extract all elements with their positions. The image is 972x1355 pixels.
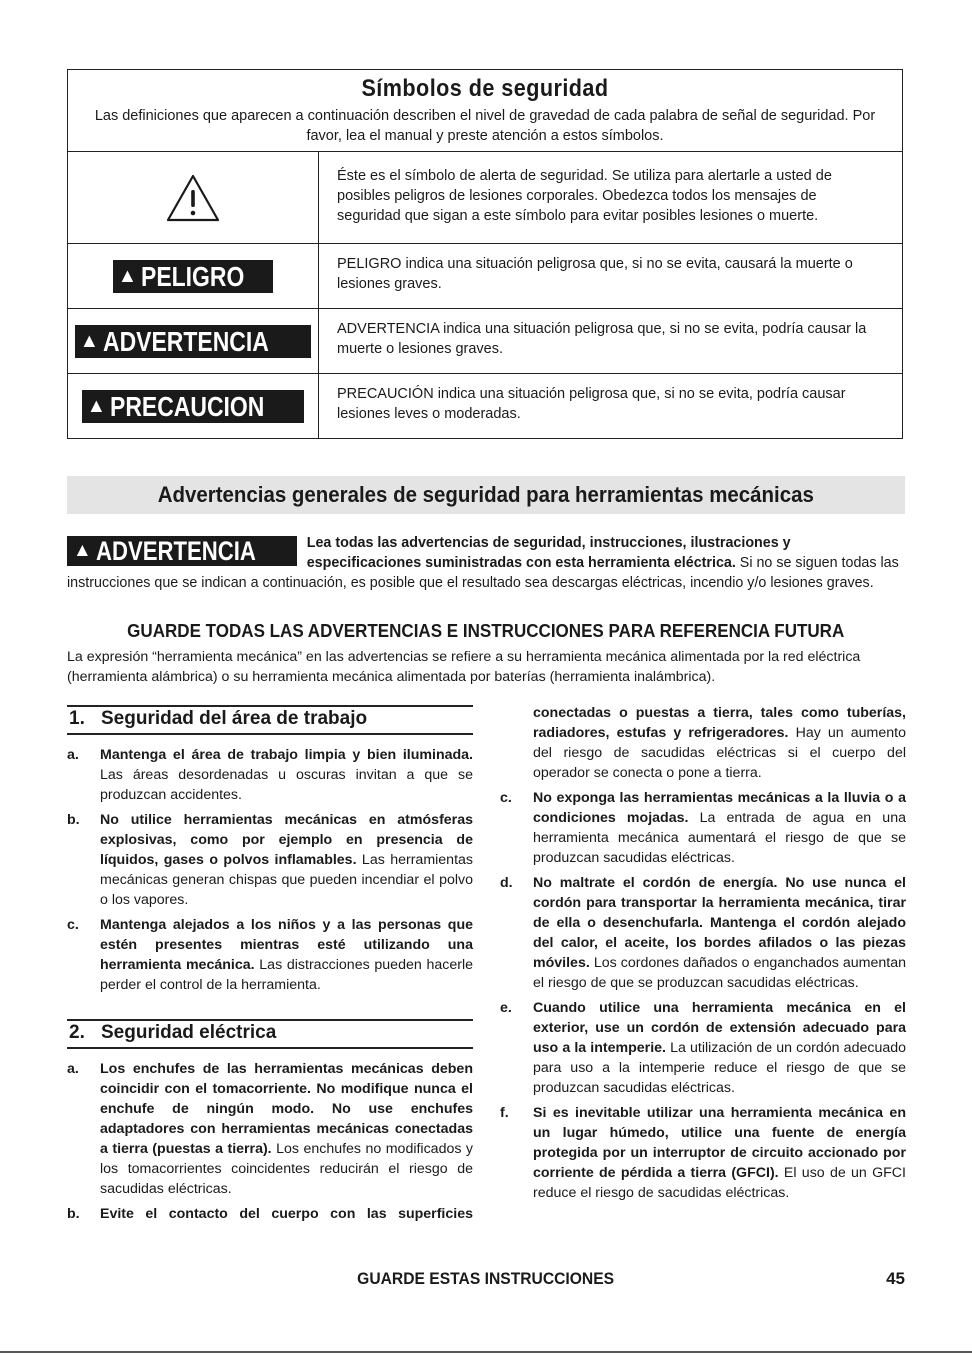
list-item: a. Los enchufes de las herramientas mecánicas deben coincidir con el tomacorriente. No modifique nunca el enchufe de ningún modo. No use enchufes adaptadores con herramientas mecánicas conectadas a tierra (puestas a tierra). Los enchufes no modificados y los tomacorrientes coincidentes reducirán el riesgo de sacudidas eléctricas. xyxy=(67,1061,473,1197)
general-warnings-title: Advertencias generales de seguridad para herramientas mecánicas xyxy=(157,482,815,507)
page-number: 45 xyxy=(886,1269,905,1288)
keep-instructions-heading: GUARDE TODAS LAS ADVERTENCIAS E INSTRUCCIONES PARA REFERENCIA FUTURA xyxy=(127,620,845,641)
symbol-desc-advertencia: ADVERTENCIA indica una situación peligrosa que, si no se evita, podría causar la muerte o lesiones graves. xyxy=(337,321,867,357)
symbol-row-alert xyxy=(68,152,902,244)
advertencia-signal-word: ▲ ADVERTENCIA xyxy=(67,536,297,566)
footer-text: GUARDE ESTAS INSTRUCCIONES xyxy=(357,1269,615,1288)
list-item: e. Cuando utilice una herramienta mecánica en el exterior, use un cordón de extensión adecuado para uso a la intemperie. La utilización de un cordón adecuado para uso a la intemperie reduce el riesgo de que se produzcan sacudidas eléctricas. xyxy=(500,1000,907,1096)
safety-symbols-title: Símbolos de seguridad xyxy=(361,75,609,102)
list-item: d. No maltrate el cordón de energía. No use nunca el cordón para transportar la herramienta mecánica, tirar de ella o desenchufarla. Mantenga el cordón alejado del calor, el aceite, los bordes afilados o las piezas móviles. Los cordones dañados o enganchados aumentan el riesgo de que se produzcan sacudidas eléctricas. xyxy=(500,875,906,991)
list-item: f. Si es inevitable utilizar una herramienta mecánica en un lugar húmedo, utilice una fuente de energía protegida por un interruptor de circuito accionado por corriente de pérdida a tierra (GFCI). El uso de un GFCI reduce el riesgo de sacudidas eléctricas. xyxy=(500,1105,906,1201)
list-item: a. Mantenga el área de trabajo limpia y bien iluminada. Las áreas desordenadas u oscuras invitan a que se produzcan accidentes. xyxy=(67,747,473,803)
alert-triangle-icon xyxy=(165,172,221,224)
peligro-signal-word: ▲ PELIGRO xyxy=(113,260,273,293)
bottom-rule xyxy=(0,1351,972,1353)
precaucion-signal-word: ▲ PRECAUCION xyxy=(82,390,305,423)
intro-text: Si no se siguen todas las instrucciones que se indican a continuación, es posible que el resultado sea descargas eléctricas, incendio y/o lesiones graves. xyxy=(67,555,899,591)
intro-bold-text: Lea todas las advertencias de seguridad, instrucciones, ilustraciones y especificaciones suministradas con esta herramienta eléctrica. xyxy=(306,535,791,571)
section-1-heading: 1. Seguridad del área de trabajo xyxy=(67,705,473,735)
list-item: b. Evite el contacto del cuerpo con las superficies xyxy=(67,1206,473,1222)
section-2-heading: 2. Seguridad eléctrica xyxy=(67,1019,473,1049)
safety-symbols-table xyxy=(67,69,903,439)
warning-triangle-icon: ▲ xyxy=(86,394,107,417)
list-item-continuation: conectadas o puestas a tierra, tales como tuberías, radiadores, estufas y refrigeradores. Hay un aumento del riesgo de sacudidas eléctricas si el cuerpo del operador se conecta o pone a tierra. xyxy=(533,705,906,781)
warning-triangle-icon: ▲ xyxy=(73,539,92,561)
list-item: c. No exponga las herramientas mecánicas a la lluvia o a condiciones mojadas. La entrada de agua en una herramienta mecánica aumentará el riesgo de que se produzcan sacudidas eléctricas. xyxy=(500,790,906,866)
symbol-desc-precaucion: PRECAUCIÓN indica una situación peligrosa que, si no se evita, podría causar lesiones leves o moderadas. xyxy=(337,386,846,422)
general-warning-intro xyxy=(67,533,905,593)
symbol-row-advertencia xyxy=(68,309,902,374)
warning-triangle-icon: ▲ xyxy=(117,264,138,287)
general-warnings-banner xyxy=(67,476,905,514)
symbol-desc-alert: Éste es el símbolo de alerta de seguridad. Se utiliza para alertarle a usted de posibles peligros de lesiones corporales. Obedezca todos los mensajes de seguridad que sigan a este símbolo para evitar posibles lesiones o muerte. xyxy=(337,168,832,224)
left-column xyxy=(67,705,473,1229)
list-item: b. No utilice herramientas mecánicas en atmósferas explosivas, como por ejemplo en presencia de líquidos, gases o polvos inflamables. Las herramientas mecánicas generan chispas que pueden incendiar el polvo o los vapores. xyxy=(67,812,473,908)
safety-symbols-header xyxy=(68,70,902,152)
advertencia-signal-word: ▲ ADVERTENCIA xyxy=(75,325,312,358)
right-column xyxy=(500,703,906,1208)
warning-triangle-icon: ▲ xyxy=(79,329,100,352)
symbol-row-peligro xyxy=(68,244,902,309)
page-footer xyxy=(67,1269,905,1289)
safety-symbols-intro: Las definiciones que aparecen a continuación describen el nivel de gravedad de cada palabra de señal de seguridad. Por favor, lea el manual y preste atención a estos símbolos. xyxy=(94,108,876,144)
symbol-desc-peligro: PELIGRO indica una situación peligrosa que, si no se evita, causará la muerte o lesiones graves. xyxy=(337,256,853,292)
symbol-row-precaucion xyxy=(68,374,902,438)
power-tool-definition: La expresión “herramienta mecánica” en las advertencias se refiere a su herramienta mecánica alimentada por la red eléctrica (herramienta alámbrica) o su herramienta mecánica alimentada por baterías (herramienta inalámbrica). xyxy=(67,649,861,685)
list-item: c. Mantenga alejados a los niños y a las personas que estén presentes mientras esté utilizando una herramienta mecánica. Las distracciones pueden hacerle perder el control de la herramienta. xyxy=(67,917,473,993)
